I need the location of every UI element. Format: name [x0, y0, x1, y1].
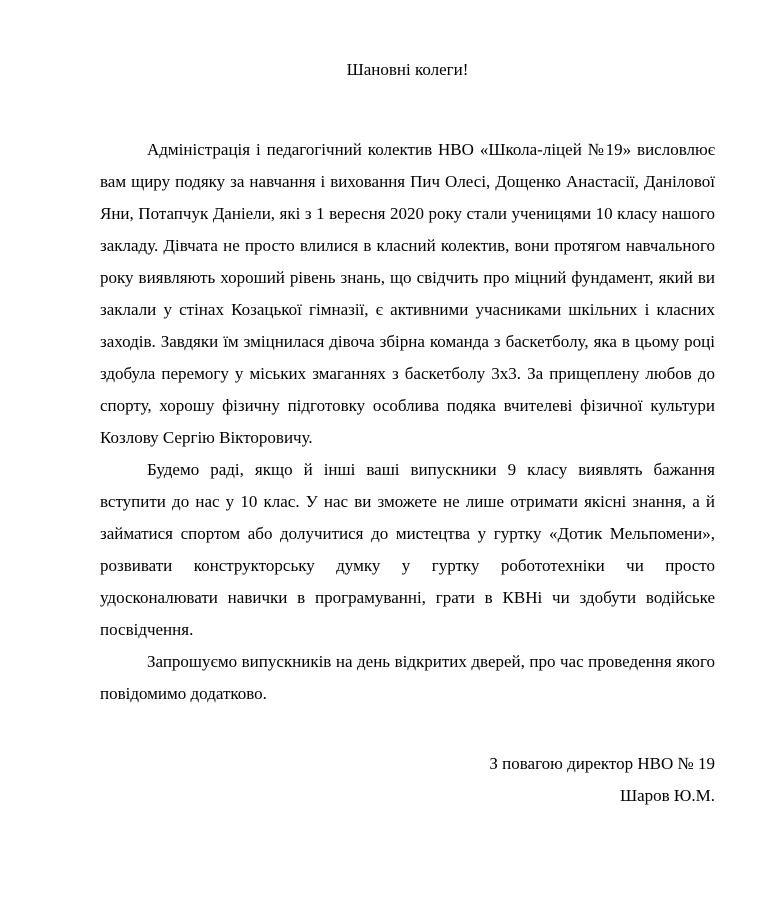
letter-paragraph-1: Адміністрація і педагогічний колектив НВО «Школа-ліцей №19» висловлює вам щиру подяку за навчання і виховання Пич Олесі, Дощенко Анастасії, Данілової Яни, Потапчук Даніели, які з 1 вересня 2020 року стали ученицями 10 класу нашого закладу. Дівчата не просто влилися в класний колектив, вони протягом навчального року виявляють хороший рівень знань, що свідчить про міцний фундамент, який ви заклали у стінах Козацької гімназії, є активними учасниками шкільних і класних заходів. Завдяки їм зміцнилася дівоча збірна команда з баскетболу, яка в цьому році здобула перемогу у міських змаганнях з баскетболу 3х3. За прищеплену любов до спорту, хорошу фізичну підготовку особлива подяка вчителеві фізичної культури Козлову Сергію Вікторовичу. [100, 140, 715, 447]
letter-paragraph-2: Будемо раді, якщо й інші ваші випускники 9 класу виявлять бажання вступити до нас у 10 клас. У нас ви зможете не лише отримати якісні знання, а й займатися спортом або долучитися до мистецтва у гуртку «Дотик Мельпомени», розвивати конструкторську думку у гуртку робототехніки чи просто удосконалювати навички в програмуванні, грати в КВНі чи здобути водійське посвідчення. [100, 460, 715, 639]
letter-paragraph-3: Запрошуємо випускників на день відкритих дверей, про час проведення якого повідомимо додатково. [100, 652, 715, 703]
signature-block [100, 748, 715, 812]
signature-role-line: З повагою директор НВО № 19 [489, 754, 715, 773]
signature-name-line: Шаров Ю.М. [619, 786, 715, 805]
letter-salutation: Шановні колеги! [346, 60, 469, 79]
